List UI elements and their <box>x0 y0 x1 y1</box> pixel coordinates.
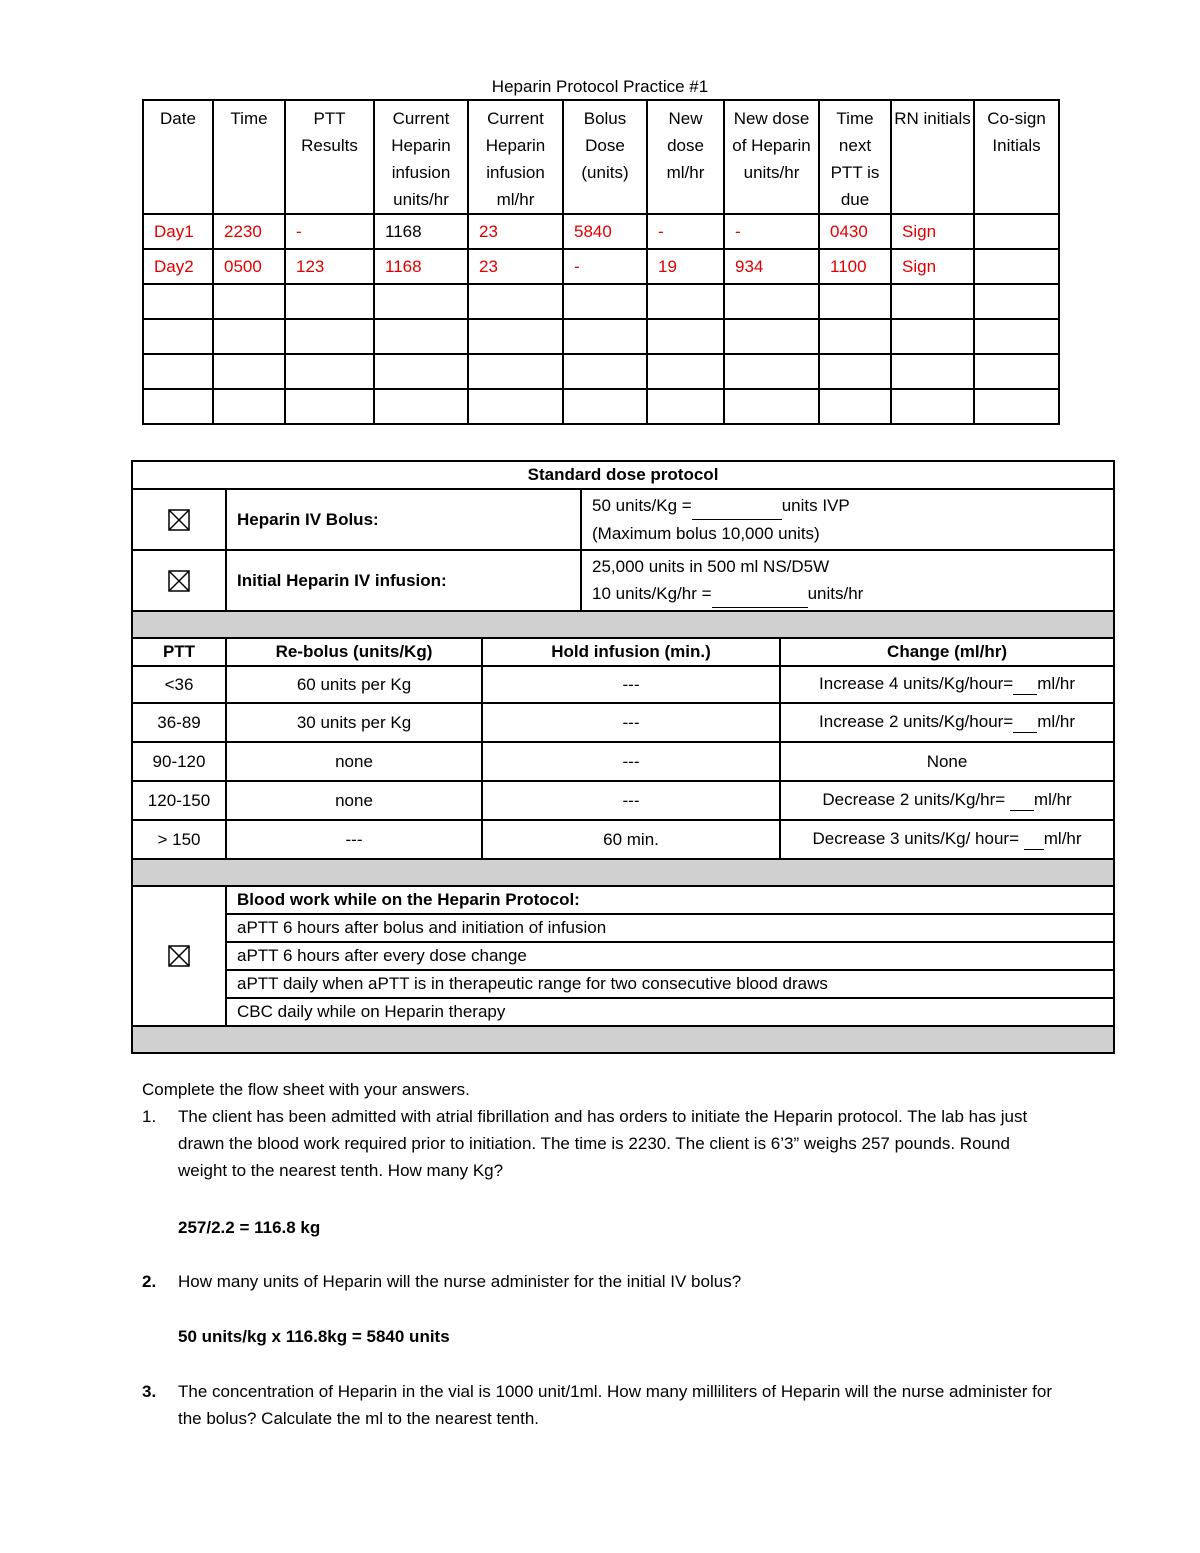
rebolus-value: none <box>226 781 482 820</box>
cell-current-units[interactable] <box>374 389 468 424</box>
question-text: The client has been admitted with atrial fibrillation and has orders to initiate the Heparin protocol. The lab has just drawn the blood work required prior to initiation. The time is 2230. The client is 6’3” weighs 257 pounds. Round weight to the nearest tenth. How many Kg? <box>178 1107 1028 1180</box>
cell-time[interactable]: 0500 <box>213 249 285 284</box>
cell-rn-initials[interactable] <box>891 319 974 354</box>
table-row <box>143 319 1059 354</box>
question-3 <box>142 1378 1062 1432</box>
bolus-maximum: (Maximum bolus 10,000 units) <box>592 524 820 543</box>
cell-new-ml[interactable]: - <box>647 214 724 249</box>
change-blank[interactable] <box>1024 829 1044 850</box>
cell-date[interactable]: Day1 <box>143 214 213 249</box>
cell-cosign[interactable] <box>974 354 1059 389</box>
cell-next-ptt[interactable] <box>819 354 891 389</box>
header-next-ptt: Time next PTT is due <box>819 100 891 214</box>
change-unit: ml/hr <box>1033 790 1072 809</box>
hold-value: --- <box>482 666 780 703</box>
cell-current-units[interactable] <box>374 354 468 389</box>
questions-section <box>142 1076 1062 1432</box>
cell-bolus[interactable] <box>563 389 647 424</box>
cell-current-ml[interactable] <box>468 284 563 319</box>
standard-dose-protocol-table <box>131 460 1115 1054</box>
cell-cosign[interactable] <box>974 319 1059 354</box>
cell-next-ptt[interactable]: 0430 <box>819 214 891 249</box>
cell-current-units[interactable] <box>374 284 468 319</box>
cell-current-ml[interactable] <box>468 354 563 389</box>
cell-new-ml[interactable] <box>647 319 724 354</box>
cell-ptt[interactable] <box>285 319 374 354</box>
col-ptt: PTT <box>132 638 226 666</box>
infusion-concentration: 25,000 units in 500 ml NS/D5W <box>592 557 830 576</box>
cell-current-ml[interactable]: 23 <box>468 214 563 249</box>
cell-date[interactable] <box>143 284 213 319</box>
change-unit: ml/hr <box>1037 674 1076 693</box>
change-unit: ml/hr <box>1037 712 1076 731</box>
grey-divider <box>132 1026 1114 1053</box>
hold-value: --- <box>482 781 780 820</box>
cell-ptt[interactable]: 123 <box>285 249 374 284</box>
header-rn-initials: RN initials <box>891 100 974 214</box>
cell-current-ml[interactable] <box>468 389 563 424</box>
cell-current-ml[interactable] <box>468 319 563 354</box>
bolus-units: units IVP <box>781 496 850 515</box>
cell-rn-initials[interactable]: Sign <box>891 214 974 249</box>
bolus-blank[interactable] <box>692 492 782 520</box>
header-cosign: Co-sign Initials <box>974 100 1059 214</box>
cell-new-units[interactable] <box>724 389 819 424</box>
table-row <box>143 249 1059 284</box>
change-value <box>780 703 1114 742</box>
ptt-range: 90-120 <box>132 742 226 781</box>
hold-value: --- <box>482 742 780 781</box>
protocol-row <box>132 820 1114 859</box>
flow-sheet-table <box>142 99 1060 425</box>
questions-intro: Complete the flow sheet with your answers. <box>142 1080 470 1099</box>
grey-divider <box>132 611 1114 638</box>
cell-rn-initials[interactable] <box>891 389 974 424</box>
cell-next-ptt[interactable] <box>819 389 891 424</box>
infusion-instructions <box>581 550 1114 611</box>
question-1 <box>142 1103 1062 1184</box>
hold-value: 60 min. <box>482 820 780 859</box>
checked-box-icon <box>168 509 190 531</box>
header-new-dose-ml: New dose ml/hr <box>647 100 724 214</box>
table-row <box>143 354 1059 389</box>
cell-new-units[interactable]: - <box>724 214 819 249</box>
cell-new-ml[interactable]: 19 <box>647 249 724 284</box>
change-value: None <box>780 742 1114 781</box>
header-bolus-dose: Bolus Dose (units) <box>563 100 647 214</box>
header-ptt-results: PTT Results <box>285 100 374 214</box>
table-row <box>143 284 1059 319</box>
cell-date[interactable]: Day2 <box>143 249 213 284</box>
question-text: The concentration of Heparin in the vial is 1000 unit/1ml. How many milliliters of Heparin will the nurse administer for the bolus? Calculate the ml to the nearest tenth. <box>178 1382 1052 1428</box>
cell-bolus[interactable] <box>563 354 647 389</box>
infusion-label: Initial Heparin IV infusion: <box>226 550 581 611</box>
cell-time[interactable] <box>213 319 285 354</box>
table-row <box>143 214 1059 249</box>
document-title: Heparin Protocol Practice #1 <box>491 77 709 96</box>
change-text: Increase 2 units/Kg/hour= <box>819 712 1014 731</box>
cell-cosign[interactable] <box>974 284 1059 319</box>
infusion-units: units/hr <box>807 584 864 603</box>
cell-ptt[interactable]: - <box>285 214 374 249</box>
bolus-rate: 50 units/Kg = <box>592 496 692 515</box>
question-text: How many units of Heparin will the nurse administer for the initial IV bolus? <box>178 1272 742 1291</box>
change-text: Decrease 3 units/Kg/ hour= <box>812 829 1024 848</box>
protocol-row <box>132 781 1114 820</box>
protocol-title: Standard dose protocol <box>132 461 1114 489</box>
col-change: Change (ml/hr) <box>780 638 1114 666</box>
ptt-range: 36-89 <box>132 703 226 742</box>
cell-bolus[interactable]: 5840 <box>563 214 647 249</box>
cell-time[interactable] <box>213 284 285 319</box>
cell-rn-initials[interactable]: Sign <box>891 249 974 284</box>
infusion-rate: 10 units/Kg/hr = <box>592 584 712 603</box>
cell-date[interactable] <box>143 354 213 389</box>
cell-ptt[interactable] <box>285 389 374 424</box>
header-current-units: Current Heparin infusion units/hr <box>374 100 468 214</box>
change-blank[interactable] <box>1010 790 1034 811</box>
question-2 <box>142 1268 1062 1295</box>
infusion-checkbox[interactable] <box>132 550 226 611</box>
cell-current-units[interactable]: 1168 <box>374 214 468 249</box>
cell-new-units[interactable]: 934 <box>724 249 819 284</box>
cell-bolus[interactable] <box>563 319 647 354</box>
change-text: Decrease 2 units/Kg/hr= <box>822 790 1010 809</box>
ptt-range: 120-150 <box>132 781 226 820</box>
bolus-label: Heparin IV Bolus: <box>226 489 581 550</box>
bolus-checkbox[interactable] <box>132 489 226 550</box>
ptt-range: > 150 <box>132 820 226 859</box>
cell-time[interactable]: 2230 <box>213 214 285 249</box>
change-unit: ml/hr <box>1043 829 1082 848</box>
change-blank[interactable] <box>1013 712 1037 733</box>
answer-2: 50 units/kg x 116.8kg = 5840 units <box>178 1327 450 1346</box>
col-hold: Hold infusion (min.) <box>482 638 780 666</box>
bloodwork-item: aPTT 6 hours after bolus and initiation of infusion <box>226 914 1114 942</box>
change-blank[interactable] <box>1013 674 1037 695</box>
answer-1: 257/2.2 = 116.8 kg <box>178 1218 321 1237</box>
header-current-ml: Current Heparin infusion ml/hr <box>468 100 563 214</box>
protocol-row <box>132 666 1114 703</box>
grey-divider <box>132 859 1114 886</box>
cell-cosign[interactable] <box>974 214 1059 249</box>
question-number: 2. <box>142 1272 157 1291</box>
protocol-row <box>132 703 1114 742</box>
cell-ptt[interactable] <box>285 284 374 319</box>
table-row <box>143 389 1059 424</box>
cell-new-ml[interactable] <box>647 389 724 424</box>
infusion-blank[interactable] <box>712 580 808 608</box>
bloodwork-item: CBC daily while on Heparin therapy <box>226 998 1114 1026</box>
cell-time[interactable] <box>213 389 285 424</box>
change-value <box>780 820 1114 859</box>
rebolus-value: 30 units per Kg <box>226 703 482 742</box>
rebolus-value: --- <box>226 820 482 859</box>
cell-time[interactable] <box>213 354 285 389</box>
bloodwork-checkbox[interactable] <box>132 886 226 1026</box>
cell-cosign[interactable] <box>974 249 1059 284</box>
cell-current-units[interactable] <box>374 319 468 354</box>
checked-box-icon <box>168 945 190 967</box>
cell-current-ml[interactable]: 23 <box>468 249 563 284</box>
cell-new-ml[interactable] <box>647 284 724 319</box>
protocol-row <box>132 742 1114 781</box>
flow-header-row <box>143 100 1059 214</box>
cell-rn-initials[interactable] <box>891 284 974 319</box>
cell-new-units[interactable] <box>724 319 819 354</box>
question-number: 3. <box>142 1382 157 1401</box>
cell-new-ml[interactable] <box>647 354 724 389</box>
header-new-dose-units: New dose of Heparin units/hr <box>724 100 819 214</box>
cell-new-units[interactable] <box>724 354 819 389</box>
cell-rn-initials[interactable] <box>891 354 974 389</box>
cell-date[interactable] <box>143 319 213 354</box>
hold-value: --- <box>482 703 780 742</box>
header-time: Time <box>213 100 285 214</box>
cell-bolus[interactable] <box>563 284 647 319</box>
checked-box-icon <box>168 570 190 592</box>
rebolus-value: 60 units per Kg <box>226 666 482 703</box>
cell-current-units[interactable]: 1168 <box>374 249 468 284</box>
cell-date[interactable] <box>143 389 213 424</box>
cell-bolus[interactable]: - <box>563 249 647 284</box>
change-value <box>780 666 1114 703</box>
bloodwork-item: aPTT 6 hours after every dose change <box>226 942 1114 970</box>
ptt-range: <36 <box>132 666 226 703</box>
col-rebolus: Re-bolus (units/Kg) <box>226 638 482 666</box>
bloodwork-title: Blood work while on the Heparin Protocol: <box>226 886 1114 914</box>
cell-cosign[interactable] <box>974 389 1059 424</box>
rebolus-value: none <box>226 742 482 781</box>
cell-new-units[interactable] <box>724 284 819 319</box>
header-date: Date <box>143 100 213 214</box>
cell-next-ptt[interactable] <box>819 319 891 354</box>
bolus-instructions <box>581 489 1114 550</box>
cell-next-ptt[interactable]: 1100 <box>819 249 891 284</box>
bloodwork-item: aPTT daily when aPTT is in therapeutic range for two consecutive blood draws <box>226 970 1114 998</box>
change-value <box>780 781 1114 820</box>
cell-ptt[interactable] <box>285 354 374 389</box>
cell-next-ptt[interactable] <box>819 284 891 319</box>
question-number: 1. <box>142 1107 157 1126</box>
change-text: Increase 4 units/Kg/hour= <box>819 674 1014 693</box>
